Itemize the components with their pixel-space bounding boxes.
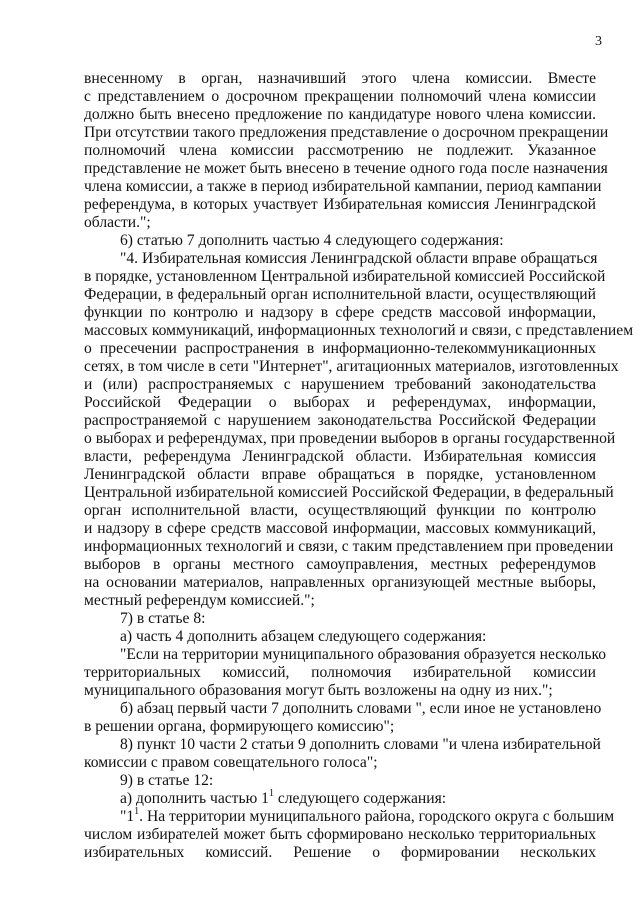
text-line: территориальных комиссий, полномочия избирательной комиссии bbox=[84, 664, 596, 681]
text-line: власти, референдума Ленинградской области. Избирательная комиссия bbox=[84, 448, 596, 465]
text-line: и надзору в сфере средств массовой информации, массовых коммуникаций, bbox=[84, 520, 596, 537]
text-line: избирательных комиссий. Решение о формировании нескольких bbox=[84, 844, 596, 861]
text-line: Центральной избирательной комиссией Российской Федерации, в федеральный bbox=[84, 484, 614, 501]
text-line: б) абзац первый части 7 дополнить словами ", если иное не установлено bbox=[120, 700, 602, 717]
text-line: о выборах и референдумах, при проведении выборов в органы государственной bbox=[84, 430, 616, 447]
text-line: члена комиссии, а также в период избирательной кампании, период кампании bbox=[84, 178, 602, 195]
text-line: на основании материалов, направленных организующей местные выборы, bbox=[84, 574, 596, 591]
text-line: о пресечении распространения в информационно-телекоммуникационных bbox=[84, 340, 596, 357]
text-line: с представлением о досрочном прекращении полномочий члена комиссии bbox=[84, 88, 596, 105]
text-line bbox=[120, 805, 615, 826]
text-line bbox=[120, 787, 596, 808]
text-line: числом избирателей может быть сформировано несколько территориальных bbox=[84, 826, 596, 843]
text-line: полномочий члена комиссии рассмотрению не подлежит. Указанное bbox=[84, 142, 596, 159]
text-line: выборов в органы местного самоуправления, местных референдумов bbox=[84, 556, 596, 573]
text-line: комиссии с правом совещательного голоса"; bbox=[84, 754, 378, 771]
text-fragment: а) дополнить частью 1 bbox=[120, 790, 269, 807]
text-line: референдума, в которых участвует Избирательная комиссия Ленинградской bbox=[84, 196, 596, 213]
text-fragment: "1 bbox=[120, 808, 135, 825]
text-line: в порядке, установленном Центральной избирательной комиссией Российской bbox=[84, 268, 606, 285]
text-line: орган исполнительной власти, осуществляющий функции по контролю bbox=[84, 502, 596, 519]
text-line: 7) в статье 8: bbox=[120, 610, 206, 627]
text-line: Российской Федерации о выборах и референдумах, информации, bbox=[84, 394, 596, 411]
text-line: информационных технологий и связи, с таким представлением при проведении bbox=[84, 538, 614, 555]
text-line: распространяемой с нарушением законодательства Российской Федерации bbox=[84, 412, 596, 429]
text-line: области."; bbox=[84, 214, 151, 231]
text-line: и (или) распространяемых с нарушением требований законодательства bbox=[84, 376, 596, 393]
text-line: должно быть внесено предложение по кандидатуре нового члена комиссии. bbox=[84, 106, 596, 123]
text-line: Ленинградской области вправе обращаться в порядке, установленном bbox=[84, 466, 596, 483]
text-fragment: . На территории муниципального района, городского округа с большим bbox=[139, 808, 615, 825]
superscript: 1 bbox=[134, 805, 140, 817]
text-line: а) часть 4 дополнить абзацем следующего содержания: bbox=[120, 628, 487, 645]
text-line: в решении органа, формирующего комиссию"; bbox=[84, 718, 395, 735]
text-line: муниципального образования могут быть возложены на одну из них."; bbox=[84, 682, 553, 699]
text-line: "Если на территории муниципального образования образуется несколько bbox=[120, 646, 607, 663]
text-line: внесенному в орган, назначивший этого члена комиссии. Вместе bbox=[84, 70, 596, 87]
text-line: 6) статью 7 дополнить частью 4 следующего содержания: bbox=[120, 232, 504, 249]
text-line: 8) пункт 10 части 2 статьи 9 дополнить словами "и члена избирательной bbox=[120, 736, 601, 753]
text-line: 9) в статье 12: bbox=[120, 772, 214, 789]
text-line: При отсутствии такого предложения представление о досрочном прекращении bbox=[84, 124, 609, 141]
text-line: массовых коммуникаций, информационных технологий и связи, с представлением bbox=[84, 322, 634, 339]
text-line: Федерации, в федеральный орган исполнительной власти, осуществляющий bbox=[84, 286, 596, 303]
text-line: сетях, в том числе в сети "Интернет", агитационных материалов, изготовленных bbox=[84, 358, 619, 375]
text-line: "4. Избирательная комиссия Ленинградской области вправе обращаться bbox=[120, 250, 598, 267]
superscript: 1 bbox=[268, 787, 274, 799]
text-fragment: следующего содержания: bbox=[273, 790, 447, 807]
text-line: представление не может быть внесено в течение одного года после назначения bbox=[84, 160, 608, 177]
page-number: 3 bbox=[595, 34, 602, 49]
text-line: местный референдум комиссией."; bbox=[84, 592, 315, 609]
text-line: функции по контролю и надзору в сфере средств массовой информации, bbox=[84, 304, 596, 321]
